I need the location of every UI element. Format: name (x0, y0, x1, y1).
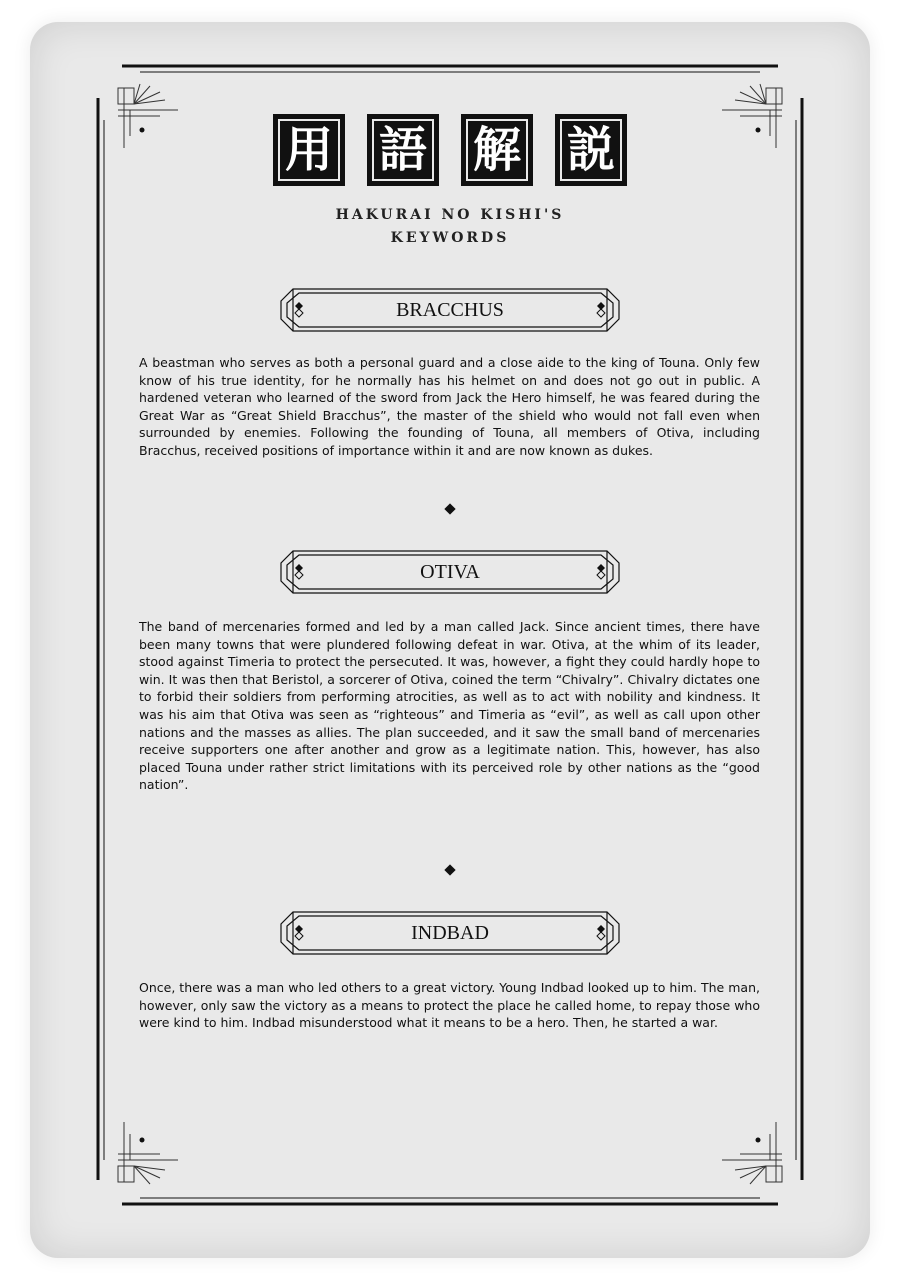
title-kanji-box (461, 114, 533, 186)
title-kanji: 解 (472, 122, 521, 178)
entry-heading: BRACCHUS (396, 298, 504, 321)
title-kanji: 語 (378, 122, 427, 178)
entry-heading: INDBAD (411, 921, 489, 944)
title-kanji-box (555, 114, 627, 186)
entry-text: The band of mercenaries formed and led by a man called Jack. Since ancient times, there have been many towns that were plundered following defeat in war. Otiva, at the whim of its leader, stood against Timeria to protect the persecuted. It was, however, a fight they could hardly hope to win. It was then that Beristol, a sorcerer of Otiva, coined the term “Chivalry”. Chivalry dictates one to forbid their soldiers from performing atrocities, as well as to act with nobility and kindness. It was his aim that Otiva was seen as “righteous” and Timeria as “evil”, as well as call upon other nations and the masses as allies. The plan succeeded, and it saw the small band of mercenaries receive supporters one after another and grow as a legitimate nation. This, however, has also placed Touna under rather strict limitations with its perceived role by other nations as the “good nation”. (139, 619, 760, 793)
entry-heading: OTIVA (420, 560, 480, 583)
entry-text: Once, there was a man who led others to a great victory. Young Indbad looked up to him. The man, however, only saw the victory as a means to protect the place he called home, to repay those who were kind to him. Indbad misunderstood what it means to be a hero. Then, he started a war. (139, 980, 760, 1031)
title-kanji: 用 (284, 122, 333, 178)
title-kanji-box (273, 114, 345, 186)
title-kanji: 説 (566, 122, 615, 178)
subtitle-line-2: KEYWORDS (390, 230, 510, 246)
heading-plate-otiva (279, 549, 621, 595)
page-subtitle (0, 204, 900, 250)
page-title (0, 114, 900, 186)
subtitle-line-1: HAKURAI NO KISHI'S (335, 207, 565, 223)
entry-text: A beastman who serves as both a personal guard and a close aide to the king of Touna. Only few know of his true identity, for he normally has his helmet on and does not go out in public. A hardened veteran who learned of the sword from Jack the Hero himself, he was feared during the Great War as “Great Shield Bracchus”, the master of the shield who would not fall even when surrounded by enemies. Following the founding of Touna, all members of Otiva, including Bracchus, received positions of importance within it and are now known as dukes. (139, 355, 760, 458)
heading-plate-bracchus (279, 287, 621, 333)
title-kanji-box (367, 114, 439, 186)
heading-plate-indbad (279, 910, 621, 956)
